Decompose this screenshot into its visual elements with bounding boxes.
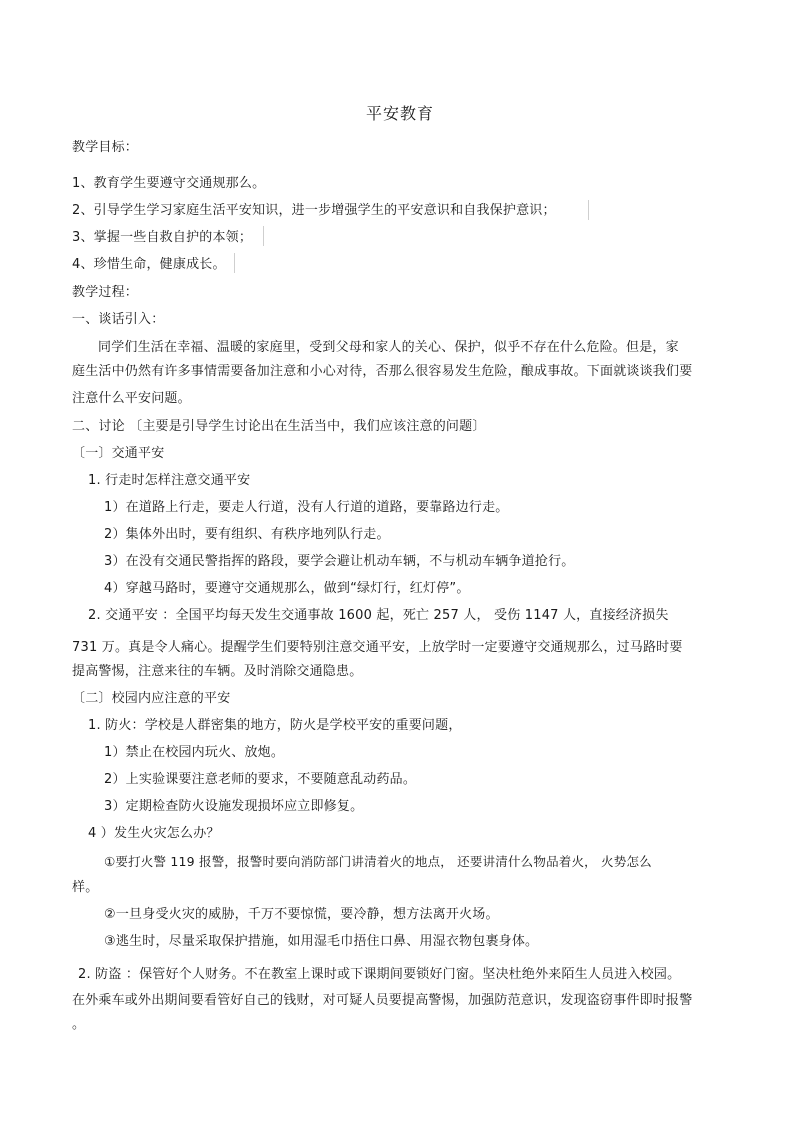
paragraph-line: 731 万。真是令人痛心。提醒学生们要特别注意交通平安，上放学时一定要遵守交通规那么，过马路时要 [72,640,683,655]
list-item: 4）穿越马路时，要遵守交通规那么，做到“绿灯行，红灯停”。 [104,581,470,596]
list-item: 1. 行走时怎样注意交通平安 [88,473,251,488]
paragraph-line: 提高警惕，注意来往的车辆。及时消除交通隐患。 [72,664,363,679]
intro-paragraph-line: 注意什么平安问题。 [72,391,191,406]
list-item: 2）集体外出时，要有组织、有秩序地列队行走。 [104,527,390,542]
goal-item-1: 1、教育学生要遵守交通规那么。 [72,176,266,191]
list-item: 1）在道路上行走，要走人行道，没有人行道的道路，要靠路边行走。 [104,500,509,515]
list-item: 2）上实验课要注意老师的要求，不要随意乱动药品。 [104,772,417,787]
intro-paragraph-line: 庭生活中仍然有许多事情需要备加注意和小心对待，否那么很容易发生危险，酿成事故。下面就谈谈我们要 [72,364,693,379]
heading-goals: 教学目标： [72,140,139,155]
subsection-traffic: 〔一〕交通平安 [72,446,165,461]
page-title: 平安教育 [365,104,434,123]
list-item: 1. 防火：学校是人群密集的地方，防火是学校平安的重要问题， [88,718,462,733]
list-item: 1）禁止在校园内玩火、放炮。 [104,745,285,760]
paragraph-line: 在外乘车或外出期间要看管好自己的钱财，对可疑人员要提高警惕，加强防范意识，发现盗窃事件即时报警 [72,993,693,1008]
subsection-campus: 〔二〕校园内应注意的平安 [72,691,231,706]
list-item: 2. 交通平安 ：全国平均每天发生交通事故 1600 起，死亡 257 人， 受伤 1147 人，直接经济损失 [88,608,669,623]
paragraph-line: 样。 [72,880,99,895]
list-item: 2. 防盗 ：保管好个人财务。不在教室上课时或下课期间要锁好门窗。坚决杜绝外来陌生人员进入校园。 [78,967,681,982]
list-item: 3）在没有交通民警指挥的路段，要学会避让机动车辆，不与机动车辆争道抢行。 [104,554,575,569]
scan-artifact [263,226,264,246]
goal-item-4: 4、珍惜生命，健康成长。 [72,257,226,272]
goal-item-2: 2、引导学生学习家庭生活平安知识，进一步增强学生的平安意识和自我保护意识； [72,203,556,218]
list-item: ②一旦身受火灾的威胁，千万不要惊慌，要冷静，想方法离开火场。 [104,907,499,922]
section-heading-intro: 一、谈话引入： [72,312,165,327]
list-item: 4 ）发生火灾怎么办？ [88,826,220,841]
heading-process: 教学过程： [72,285,139,300]
paragraph-line: 。 [72,1017,86,1032]
scan-artifact [234,253,235,273]
list-item: ①要打火警 119 报警，报警时要向消防部门讲清着火的地点， 还要讲清什么物品着火， 火势怎么 [104,854,652,869]
goal-item-3: 3、掌握一些自救自护的本领； [72,230,253,245]
list-item: ③逃生时，尽量采取保护措施，如用湿毛巾捂住口鼻、用湿衣物包裹身体。 [104,934,539,949]
section-heading-discussion: 二、讨论 〔主要是引导学生讨论出在生活当中，我们应该注意的问题〕 [72,419,486,434]
intro-paragraph-line: 同学们生活在幸福、温暖的家庭里，受到父母和家人的关心、保护，似乎不存在什么危险。但是，家 [98,340,679,355]
list-item: 3）定期检查防火设施发现损坏应立即修复。 [104,799,364,814]
scan-artifact [588,200,589,220]
